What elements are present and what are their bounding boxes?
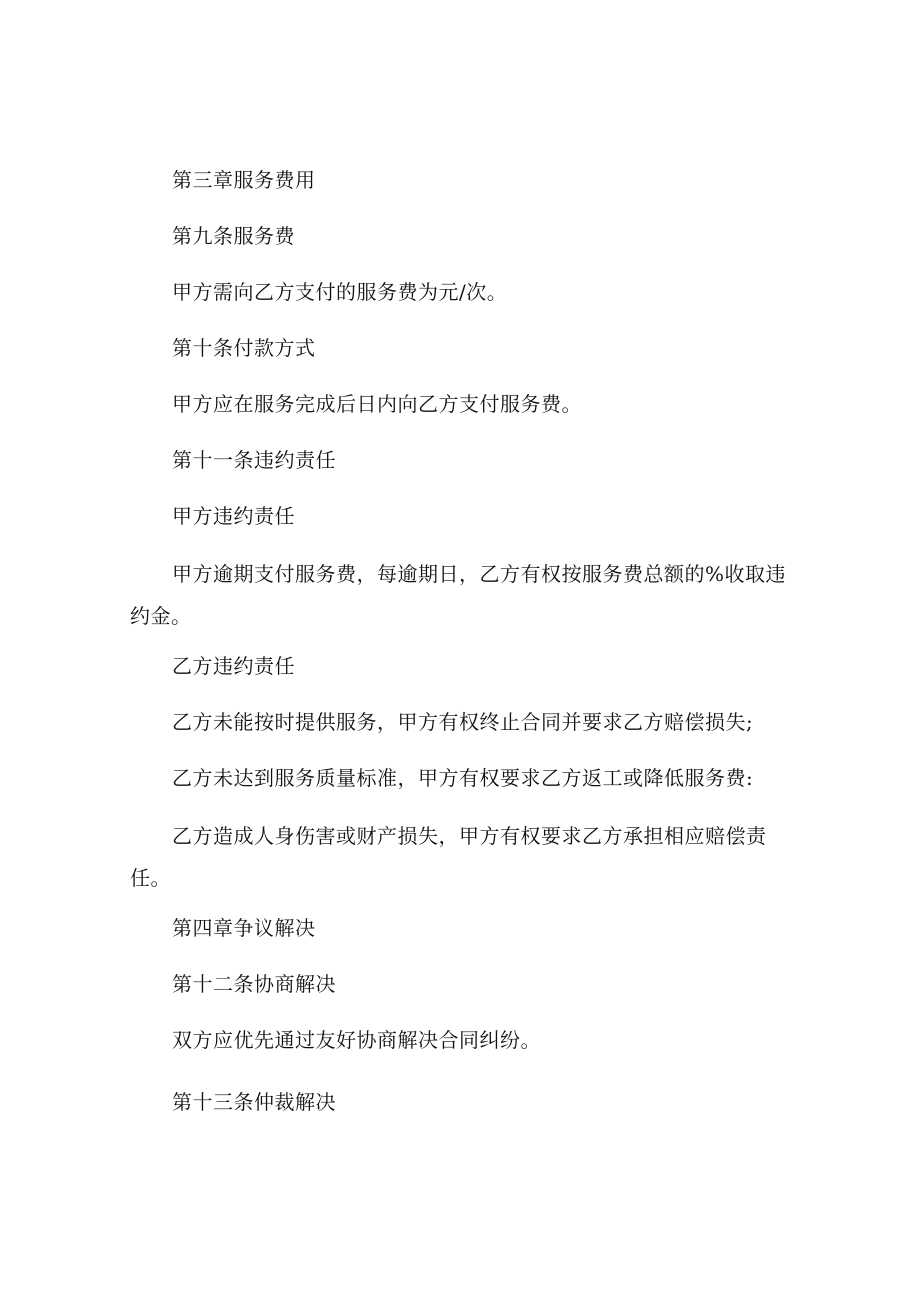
paragraph: 乙方造成人身伤害或财产损失，甲方有权要求乙方承担相应赔偿责任。 [130,824,767,890]
section-heading: 乙方违约责任 [172,654,295,678]
article-heading: 第十条付款方式 [172,336,316,360]
chapter-heading: 第三章服务费用 [172,168,316,192]
article-heading: 第九条服务费 [172,224,295,248]
paragraph: 甲方应在服务完成后日内向乙方支付服务费。 [172,392,582,416]
paragraph: 乙方未能按时提供服务，甲方有权终止合同并要求乙方赔偿损失; [172,710,754,734]
paragraph: 甲方逾期支付服务费，每逾期日，乙方有权按服务费总额的%收取违约金。 [130,562,787,628]
paragraph: 甲方需向乙方支付的服务费为元/次。 [172,280,508,304]
paragraph: 双方应优先通过友好协商解决合同纠纷。 [172,1028,541,1052]
article-heading: 第十一条违约责任 [172,448,336,472]
chapter-heading: 第四章争议解决 [172,916,316,940]
article-heading: 第十三条仲裁解决 [172,1090,336,1114]
article-heading: 第十二条协商解决 [172,972,336,996]
section-heading: 甲方违约责任 [172,504,295,528]
paragraph: 乙方未达到服务质量标准，甲方有权要求乙方返工或降低服务费: [172,766,754,790]
